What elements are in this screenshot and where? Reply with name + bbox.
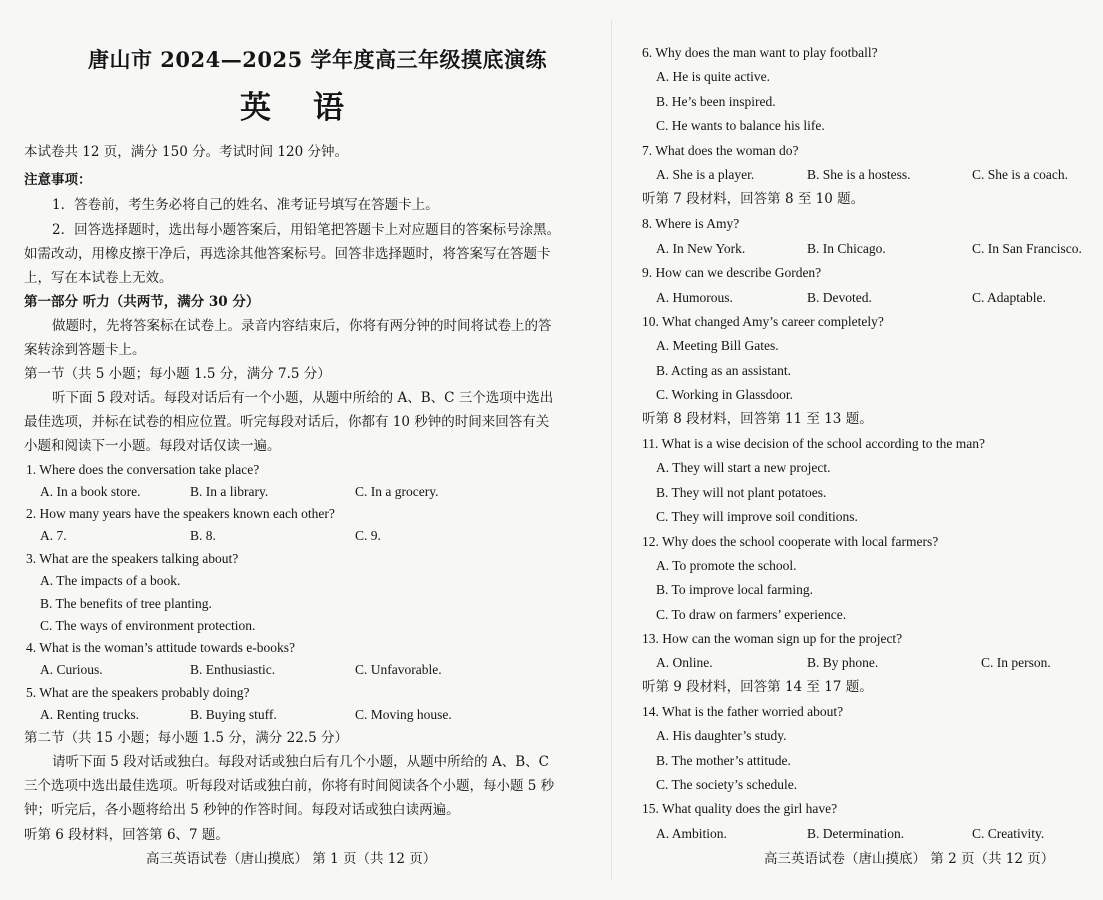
option-6c: C. He wants to balance his life.	[656, 118, 825, 133]
option-13a: A. Online.	[656, 655, 713, 670]
question-13: 13. How can the woman sign up for the project?	[642, 631, 903, 646]
question-5: 5. What are the speakers probably doing?	[26, 685, 250, 700]
option-2c: C. 9.	[355, 528, 381, 543]
option-3b: B. The benefits of tree planting.	[40, 596, 212, 611]
option-12b: B. To improve local farming.	[656, 582, 814, 597]
question-12: 12. Why does the school cooperate with local farmers?	[642, 534, 939, 549]
option-13c: C. In person.	[981, 655, 1051, 670]
option-3c: C. The ways of environment protection.	[40, 618, 256, 633]
option-5a: A. Renting trucks.	[40, 707, 139, 722]
section2-instructions: 请听下面 5 段对话或独白。每段对话或独白后有几个小题，从题中所给的 A、B、C	[52, 754, 549, 770]
option-7c: C. She is a coach.	[972, 167, 1068, 182]
question-1: 1. Where does the conversation take place?	[26, 462, 260, 477]
section1-instructions-cont: 小题和阅读下一小题。每段对话仅读一遍。	[24, 438, 281, 454]
option-7b: B. She is a hostess.	[807, 167, 911, 182]
question-6: 6. Why does the man want to play football?	[642, 45, 878, 60]
section1-instructions-cont: 最佳选项，并标在试卷的相应位置。听完每段对话后，你都有 10 秒钟的时间来回答有关	[24, 414, 550, 430]
material-8-heading: 听第 8 段材料，回答第 11 至 13 题。	[642, 411, 873, 427]
page-footer-1: 高三英语试卷（唐山摸底） 第 1 页（共 12 页）	[146, 851, 437, 867]
option-13b: B. By phone.	[807, 655, 879, 670]
option-14b: B. The mother’s attitude.	[656, 753, 791, 768]
question-4: 4. What is the woman’s attitude towards e-books?	[26, 640, 295, 655]
page-footer-2: 高三英语试卷（唐山摸底） 第 2 页（共 12 页）	[764, 851, 1055, 867]
option-1c: C. In a grocery.	[355, 484, 439, 499]
question-7: 7. What does the woman do?	[642, 143, 799, 158]
material-7-heading: 听第 7 段材料，回答第 8 至 10 题。	[642, 191, 865, 207]
option-8a: A. In New York.	[656, 241, 746, 256]
notice-item-2: 2．回答选择题时，选出每小题答案后，用铅笔把答题卡上对应题目的答案标号涂黑。	[52, 222, 561, 238]
question-2: 2. How many years have the speakers known each other?	[26, 506, 335, 521]
option-11c: C. They will improve soil conditions.	[656, 509, 858, 524]
section2-instructions-cont: 钟；听完后，各小题将给出 5 秒钟的作答时间。每段对话或独白读两遍。	[24, 802, 460, 818]
option-12a: A. To promote the school.	[656, 558, 797, 573]
notice-item-2-cont: 如需改动，用橡皮擦干净后，再选涂其他答案标号。回答非选择题时，将答案写在答题卡	[24, 246, 551, 262]
subject-title: 英语	[240, 90, 386, 126]
option-9c: C. Adaptable.	[972, 290, 1046, 305]
option-8b: B. In Chicago.	[807, 241, 886, 256]
material-9-heading: 听第 9 段材料，回答第 14 至 17 题。	[642, 679, 873, 695]
intro-text: 本试卷共 12 页，满分 150 分。考试时间 120 分钟。	[24, 144, 348, 160]
option-6b: B. He’s been inspired.	[656, 94, 776, 109]
section1-heading: 第一节（共 5 小题；每小题 1.5 分，满分 7.5 分）	[24, 366, 331, 382]
option-9b: B. Devoted.	[807, 290, 872, 305]
option-15a: A. Ambition.	[656, 826, 727, 841]
option-1b: B. In a library.	[190, 484, 269, 499]
question-3: 3. What are the speakers talking about?	[26, 551, 239, 566]
option-5b: B. Buying stuff.	[190, 707, 277, 722]
option-7a: A. She is a player.	[656, 167, 755, 182]
notice-heading: 注意事项：	[24, 172, 92, 188]
option-10c: C. Working in Glassdoor.	[656, 387, 794, 402]
option-11a: A. They will start a new project.	[656, 460, 831, 475]
option-4c: C. Unfavorable.	[355, 662, 442, 677]
option-4b: B. Enthusiastic.	[190, 662, 276, 677]
question-9: 9. How can we describe Gorden?	[642, 265, 822, 280]
material-6-heading: 听第 6 段材料，回答第 6、7 题。	[24, 827, 229, 843]
option-10b: B. Acting as an assistant.	[656, 363, 791, 378]
question-11: 11. What is a wise decision of the school according to the man?	[642, 436, 986, 451]
option-12c: C. To draw on farmers’ experience.	[656, 607, 847, 622]
part1-heading: 第一部分 听力（共两节，满分 30 分）	[24, 294, 260, 310]
question-10: 10. What changed Amy’s career completely?	[642, 314, 884, 329]
option-6a: A. He is quite active.	[656, 69, 770, 84]
notice-item-2-cont: 上，写在本试卷上无效。	[24, 270, 173, 286]
option-3a: A. The impacts of a book.	[40, 573, 181, 588]
option-8c: C. In San Francisco.	[972, 241, 1082, 256]
option-11b: B. They will not plant potatoes.	[656, 485, 827, 500]
question-8: 8. Where is Amy?	[642, 216, 740, 231]
section2-heading: 第二节（共 15 小题；每小题 1.5 分，满分 22.5 分）	[24, 730, 348, 746]
section2-instructions-cont: 三个选项中选出最佳选项。听每段对话或独白前，你将有时间阅读各个小题，每小题 5 秒	[24, 778, 555, 794]
question-15: 15. What quality does the girl have?	[642, 801, 838, 816]
page-divider	[611, 20, 612, 880]
part1-instructions-cont: 案转涂到答题卡上。	[24, 342, 146, 358]
option-4a: A. Curious.	[40, 662, 103, 677]
notice-item-1: 1．答卷前，考生务必将自己的姓名、准考证号填写在答题卡上。	[52, 197, 439, 213]
option-5c: C. Moving house.	[355, 707, 452, 722]
option-14c: C. The society’s schedule.	[656, 777, 798, 792]
option-14a: A. His daughter’s study.	[656, 728, 787, 743]
option-15c: C. Creativity.	[972, 826, 1045, 841]
part1-instructions: 做题时，先将答案标在试卷上。录音内容结束后，你将有两分钟的时间将试卷上的答	[52, 318, 552, 334]
option-10a: A. Meeting Bill Gates.	[656, 338, 779, 353]
option-2a: A. 7.	[40, 528, 67, 543]
section1-instructions: 听下面 5 段对话。每段对话后有一个小题，从题中所给的 A、B、C 三个选项中选出	[52, 390, 554, 406]
option-15b: B. Determination.	[807, 826, 905, 841]
option-2b: B. 8.	[190, 528, 216, 543]
option-1a: A. In a book store.	[40, 484, 141, 499]
exam-title: 唐山市 2024—2025 学年度高三年级摸底演练	[88, 47, 548, 72]
option-9a: A. Humorous.	[656, 290, 733, 305]
question-14: 14. What is the father worried about?	[642, 704, 844, 719]
